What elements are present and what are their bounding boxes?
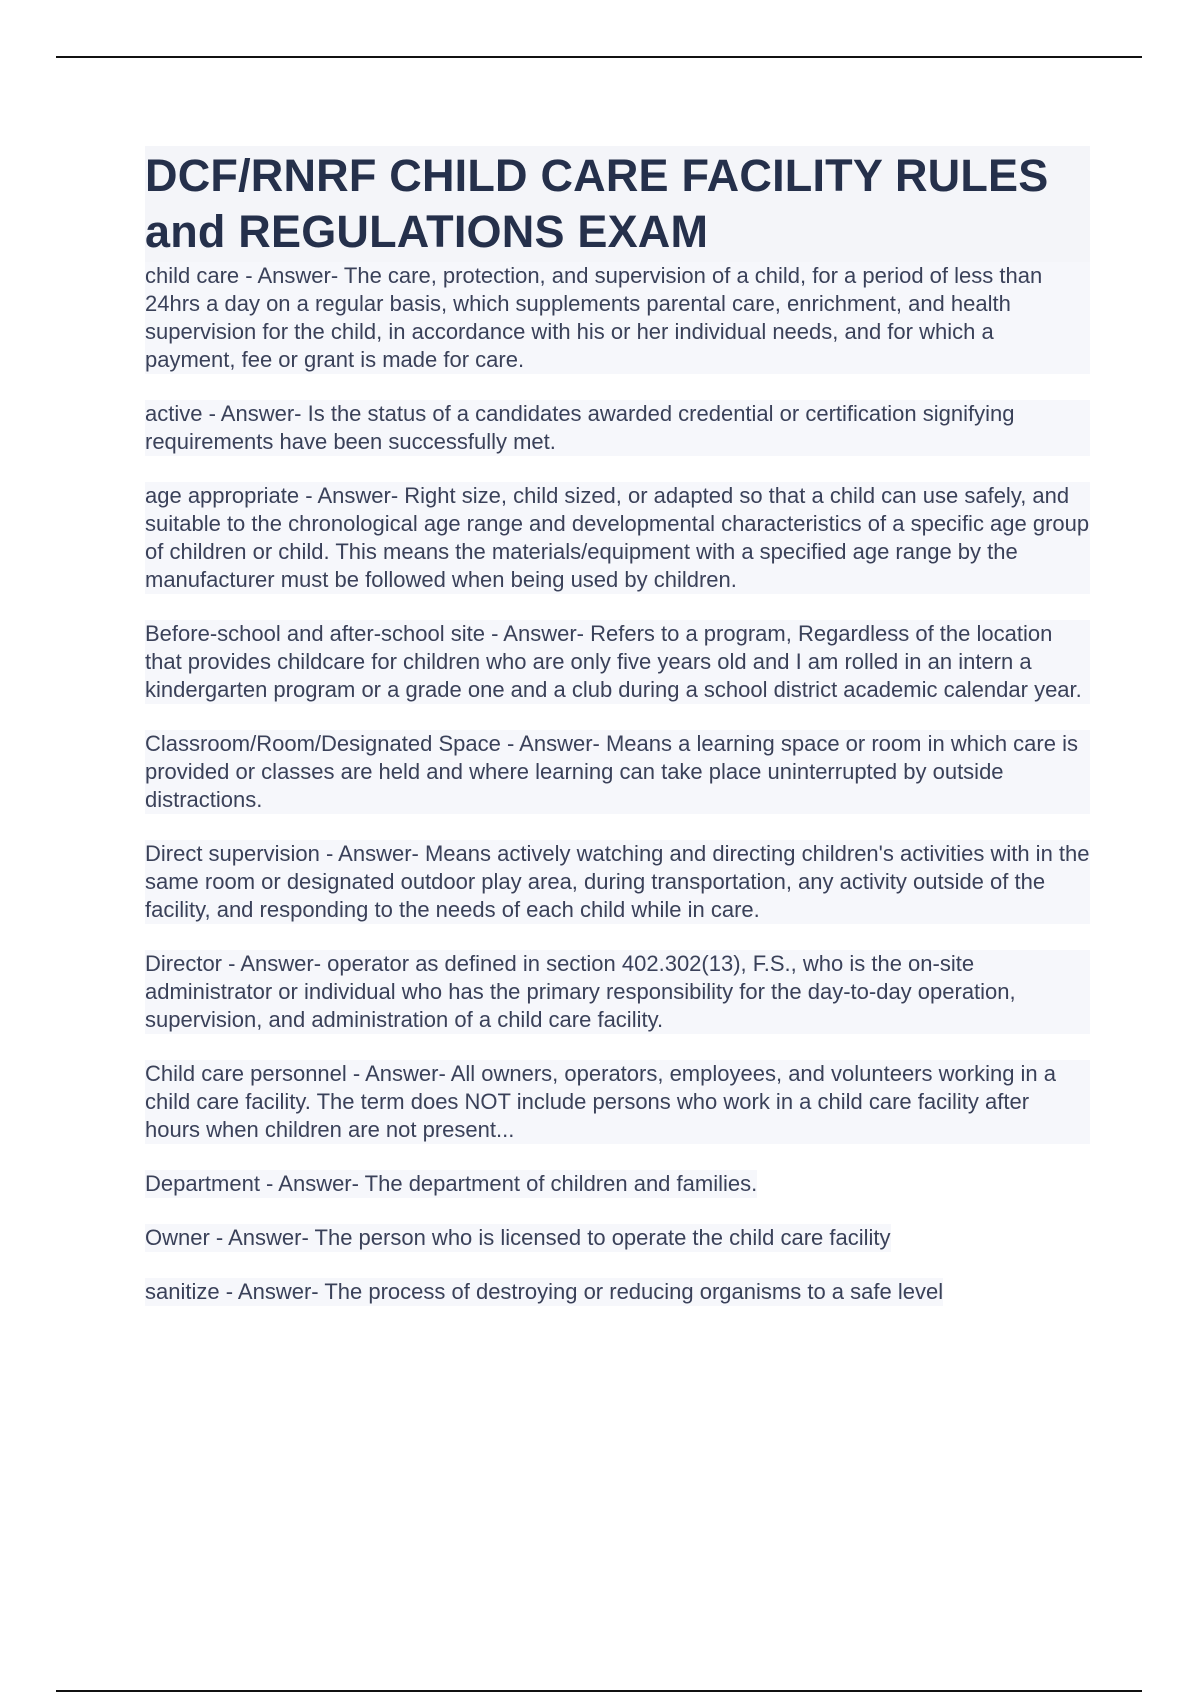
definition-entry: Department - Answer- The department of children and families. (145, 1171, 758, 1196)
definition-entry: sanitize - Answer- The process of destroying or reducing organisms to a safe level (145, 1279, 944, 1304)
definition-entry: child care - Answer- The care, protection, and supervision of a child, for a period of less than 24hrs a day on a regular basis, which supplements parental care, enrichment, and health supervision for the child, in accordance with his or her individual needs, and for which a payment, fee or grant is made for care. (145, 262, 1090, 374)
document-title: DCF/RNRF CHILD CARE FACILITY RULES and REGULATIONS EXAM (145, 146, 1090, 262)
definition-entry: Child care personnel - Answer- All owners, operators, employees, and volunteers working in a child care facility. The term does NOT include persons who work in a child care facility after hours when children are not present... (145, 1060, 1090, 1144)
definition-entry: Director - Answer- operator as defined in section 402.302(13), F.S., who is the on-site administrator or individual who has the primary responsibility for the day-to-day operation, supervision, and administration of a child care facility. (145, 950, 1090, 1034)
definition-entry: age appropriate - Answer- Right size, child sized, or adapted so that a child can use safely, and suitable to the chronological age range and developmental characteristics of a specific age group of children or child. This means the materials/equipment with a specified age range by the manufacturer must be followed when being used by children. (145, 483, 1090, 592)
definition-entry: active - Answer- Is the status of a candidates awarded credential or certification signifying requirements have been successfully met. (145, 400, 1090, 456)
definition-entry: Classroom/Room/Designated Space - Answer- Means a learning space or room in which care is provided or classes are held and where learning can take place uninterrupted by outside distractions. (145, 730, 1090, 814)
definition-entry: Direct supervision - Answer- Means actively watching and directing children's activities with in the same room or designated outdoor play area, during transportation, any activity outside of the facility, and responding to the needs of each child while in care. (145, 841, 1090, 922)
definition-entry: Owner - Answer- The person who is licensed to operate the child care facility (145, 1225, 891, 1250)
top-divider (56, 56, 1142, 58)
bottom-divider (56, 1690, 1142, 1692)
document-body (145, 146, 1090, 1332)
definition-entry: Before-school and after-school site - Answer- Refers to a program, Regardless of the location that provides childcare for children who are only five years old and I am rolled in an intern a kindergarten program or a grade one and a club during a school district academic calendar year. (145, 620, 1090, 704)
